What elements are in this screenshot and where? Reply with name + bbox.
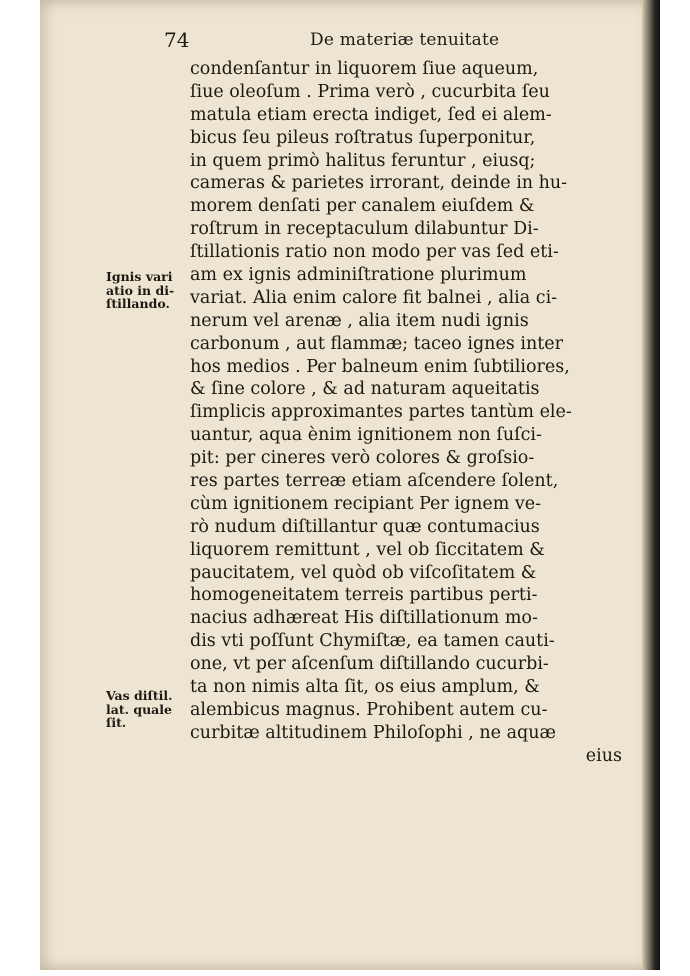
text-line: pit: per cineres verò colores & groſsio-	[190, 448, 535, 469]
text-line: nerum vel arenæ , alia item nudi ignis	[190, 310, 529, 331]
text-line: variat. Alia enim calore fit balnei , alia ci-	[190, 287, 558, 308]
text-line: nacius adhæreat His diſtillationum mo-	[190, 608, 538, 629]
text-line: rò nudum diſtillantur quæ contumacius	[190, 516, 540, 537]
text-line: cameras & parietes irrorant, deinde in hu-	[190, 173, 568, 194]
text-line: ſiue oleoſum . Prima verò , cucurbita ſeu	[190, 81, 550, 102]
text-line: carbonum , aut flammæ; taceo ignes inter	[190, 333, 563, 354]
text-line: dis vti poſſunt Chymiſtæ, ea tamen cauti-	[190, 631, 555, 652]
text-line: liquorem remittunt , vel ob ſiccitatem &	[190, 539, 545, 560]
margin-note-line: Ignis vari	[106, 269, 173, 284]
text-line: ta non nimis alta ſit, os eius amplum, &	[190, 677, 540, 698]
margin-note-distillation-vessel	[106, 689, 190, 730]
text-line: curbitæ altitudinem Philoſophi , ne aquæ	[190, 722, 556, 743]
text-line: homogeneitatem terreis partibus perti-	[190, 585, 538, 606]
text-line: res partes terreæ etiam aſcendere ſolent,	[190, 471, 559, 492]
page-number: 74	[164, 28, 190, 52]
text-line: alembicus magnus. Prohibent autem cu-	[190, 699, 548, 720]
text-line: ſtillationis ratio non modo per vas ſed eti-	[190, 242, 559, 263]
text-line: matula etiam erecta indiget, ſed ei alem-	[190, 104, 552, 125]
margin-note-line: lat. quale	[106, 701, 172, 717]
text-line: roſtrum in receptaculum dilabuntur Di-	[190, 219, 539, 240]
text-line: cùm ignitionem recipiant Per ignem ve-	[190, 493, 542, 514]
margin-note-line: atio in di-	[106, 282, 175, 298]
text-line: ſimplicis approximantes partes tantùm ele-	[190, 402, 572, 423]
text-line: paucitatem, vel quòd ob viſcoſitatem &	[190, 562, 537, 583]
margin-note-fire-variation	[106, 270, 190, 311]
margin-note-line: Vas diſtil.	[106, 688, 173, 703]
text-line: hos medios . Per balneum enim ſubtiliores,	[190, 356, 570, 377]
text-line: bicus ſeu pileus roſtratus ſuperponitur,	[190, 127, 536, 148]
page-edge-shadow	[642, 0, 660, 970]
text-line: condenſantur in liquorem ſiue aqueum,	[190, 59, 539, 79]
text-line: & ſine colore , & ad naturam aqueitatis	[190, 379, 540, 400]
text-line: in quem primò halitus feruntur , eiusq;	[190, 150, 536, 171]
text-line: uantur, aqua ènim ignitionem non ſuſci-	[190, 425, 542, 446]
text-line: one, vt per aſcenſum diſtillando cucurbi-	[190, 654, 549, 675]
text-line: eius	[585, 745, 622, 766]
text-line: am ex ignis adminiſtratione plurimum	[190, 265, 527, 286]
page-header	[0, 28, 690, 58]
body-text	[190, 58, 630, 768]
running-head: De materiæ tenuitate	[310, 30, 500, 50]
margin-note-line: ſit.	[106, 715, 127, 730]
text-line: morem denſati per canalem eiuſdem &	[190, 196, 535, 217]
margin-note-line: ſtillando.	[106, 296, 170, 311]
